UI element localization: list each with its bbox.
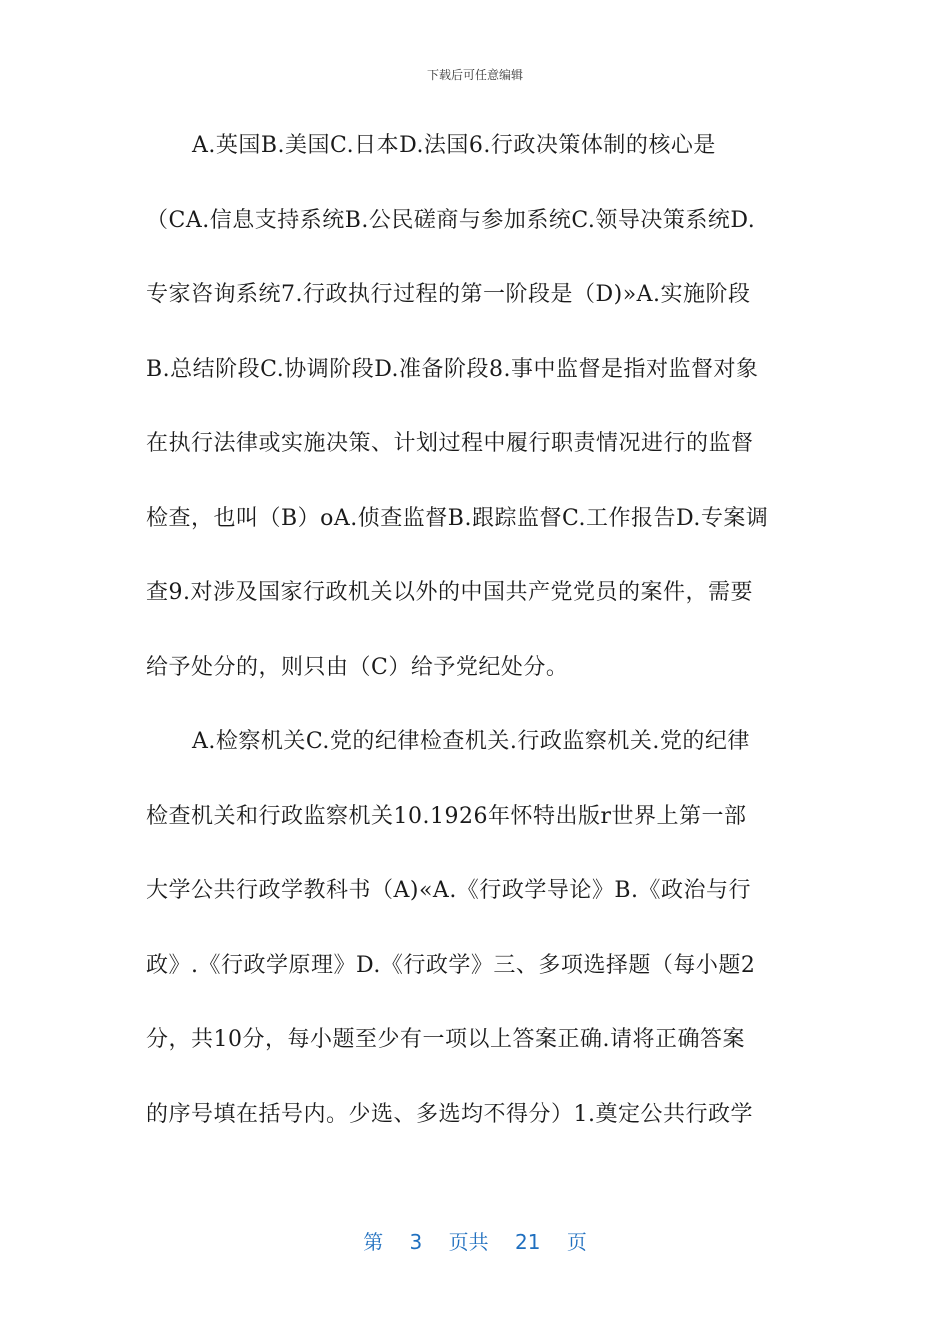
paragraph-line: 分，共10分，每小题至少有一项以上答案正确.请将正确答案 <box>146 1027 745 1052</box>
document-body <box>146 126 806 1169</box>
paragraph-line: 专家咨询系统7.行政执行过程的第一阶段是（D)»A.实施阶段 <box>146 282 751 307</box>
paragraph-line: B.总结阶段C.协调阶段D.准备阶段8.事中监督是指对监督对象 <box>146 356 759 382</box>
paragraph-line: 检查机关和行政监察机关10.1926年怀特出版r世界上第一部 <box>146 803 747 829</box>
paragraph-line: A.英国B.美国C.日本D.法国6.行政决策体制的核心是 <box>192 133 716 158</box>
paragraph-line: 的序号填在括号内。少选、多选均不得分）1.奠定公共行政学 <box>146 1101 753 1127</box>
paragraph-line: 大学公共行政学教科书（A)«A.《行政学导论》B.《政治与行 <box>146 878 751 903</box>
paragraph-line: 检查，也叫（B）oA.侦查监督B.跟踪监督C.工作报告D.专案调 <box>146 505 769 531</box>
paragraph-line: （CA.信息支持系统B.公民磋商与参加系统C.领导决策系统D. <box>146 207 756 233</box>
footer-prefix: 第 <box>363 1230 384 1254</box>
paragraph-line: 在执行法律或实施决策、计划过程中履行职责情况进行的监督 <box>146 431 754 456</box>
footer-suffix: 页 <box>566 1230 587 1254</box>
footer-middle: 页共 <box>448 1230 489 1254</box>
paragraph-line: A.检察机关C.党的纪律检查机关.行政监察机关.党的纪律 <box>192 729 750 754</box>
current-page-number: 3 <box>409 1230 423 1254</box>
total-pages-number: 21 <box>515 1230 541 1254</box>
paragraph-line: 政》.《行政学原理》D.《行政学》三、多项选择题（每小题2 <box>146 952 756 978</box>
page-header: 下载后可任意编辑 <box>426 68 523 82</box>
paragraph-line: 查9.对涉及国家行政机关以外的中国共产党党员的案件，需要 <box>146 580 753 605</box>
page-footer <box>0 1226 950 1255</box>
paragraph-line: 给予处分的，则只由（C）给予党纪处分。 <box>146 654 569 680</box>
